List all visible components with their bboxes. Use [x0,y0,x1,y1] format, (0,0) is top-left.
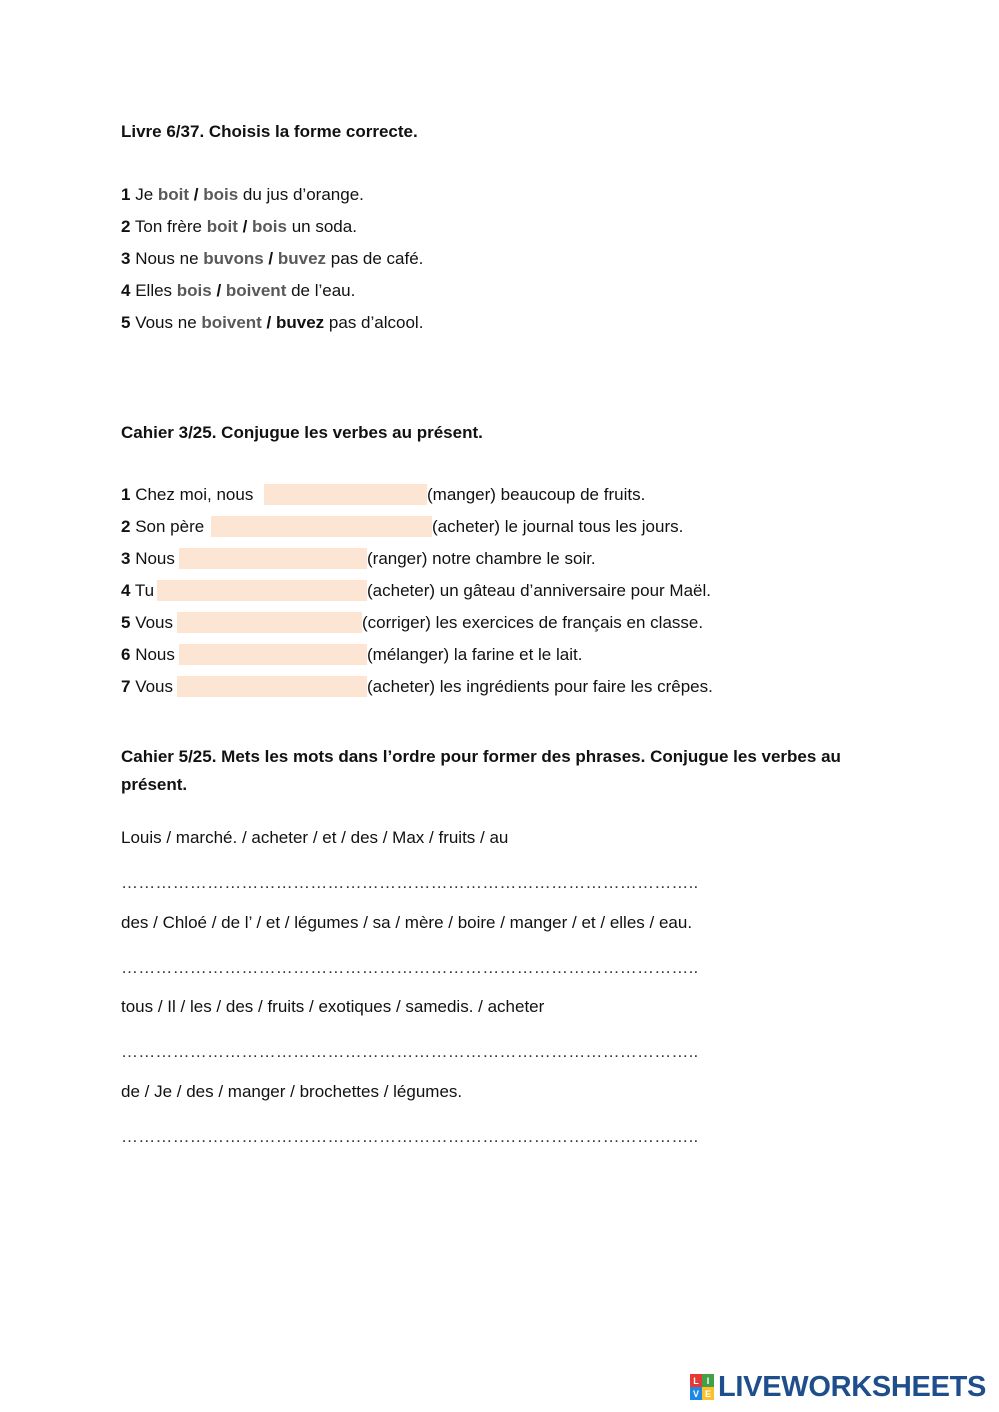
item-number: 2 [121,217,131,236]
item-suffix: (ranger) notre chambre le soir. [367,549,596,568]
choice-item-2 [121,217,357,237]
choice-separator: / [261,313,276,332]
choice-option-1[interactable]: boit [157,185,190,204]
answer-line-2[interactable]: ……………………………………………………………………………………….. [121,958,699,977]
item-number: 4 [121,581,131,600]
item-prefix: Nous [135,549,175,568]
section2-title: Cahier 3/25. Conjugue les verbes au présent. [121,423,483,442]
choice-option-2[interactable]: bois [203,185,239,204]
fill-item-4-prefix [121,581,154,601]
item-prefix: Vous [135,677,174,696]
item-suffix: (acheter) un gâteau d’anniversaire pour Maël. [367,581,711,600]
answer-input-4[interactable] [157,580,367,601]
choice-option-1[interactable]: bois [176,281,212,300]
choice-option-2[interactable]: boivent [225,281,287,300]
choice-option-1[interactable]: boit [206,217,238,236]
item-prefix: Tu [134,581,155,600]
answer-input-1[interactable] [264,484,427,505]
item-suffix: un soda. [286,217,357,236]
choice-option-2[interactable]: buvez [277,249,327,268]
fill-item-5-prefix [121,613,173,633]
item-number: 5 [121,313,131,332]
section3-title: Cahier 5/25. Mets les mots dans l’ordre pour former des phrases. Conjugue les verbes au présent. [121,747,841,794]
answer-input-6[interactable] [179,644,367,665]
item-number: 5 [121,613,131,632]
item-prefix: Elles [135,281,177,300]
answer-input-2[interactable] [211,516,432,537]
item-number: 3 [121,549,131,568]
logo-mark-letter: E [702,1387,714,1400]
choice-option-1[interactable]: boivent [201,313,262,332]
answer-line-3[interactable]: ……………………………………………………………………………………….. [121,1042,699,1061]
choice-separator: / [237,217,253,236]
item-prefix: Ton frère [134,217,207,236]
item-prefix: Nous ne [135,249,204,268]
choice-item-3 [121,249,423,269]
logo-mark-letter: L [690,1374,702,1387]
logo-mark-letter: V [690,1387,702,1400]
fill-item-2-prefix [121,517,204,537]
item-number: 6 [121,645,131,664]
item-suffix: (manger) beaucoup de fruits. [427,485,646,504]
item-prefix: Chez moi, nous [135,485,254,504]
item-prefix: Vous ne [135,313,202,332]
item-number: 2 [121,517,131,536]
item-prefix: Son père [135,517,205,536]
item-number: 4 [121,281,131,300]
choice-item-1 [121,185,364,205]
choice-separator: / [263,249,278,268]
choice-item-5 [121,313,423,333]
item-prefix: Vous [135,613,174,632]
liveworksheets-logo [690,1372,986,1402]
item-number: 1 [121,185,131,204]
answer-input-3[interactable] [179,548,367,569]
fill-item-6-prefix [121,645,175,665]
word-order-prompt-4: de / Je / des / manger / brochettes / légumes. [121,1082,463,1101]
item-suffix: (corriger) les exercices de français en classe. [362,613,704,632]
logo-mark-icon [690,1374,714,1400]
choice-option-2[interactable]: bois [252,217,287,236]
answer-line-1[interactable]: ……………………………………………………………………………………….. [121,873,699,892]
logo-text: LIVEWORKSHEETS [718,1370,987,1403]
choice-separator: / [189,185,204,204]
item-prefix: Nous [135,645,175,664]
fill-item-3-prefix [121,549,175,569]
section1-title: Livre 6/37. Choisis la forme correcte. [121,122,418,141]
item-prefix: Je [135,185,158,204]
item-suffix: pas de café. [326,249,424,268]
answer-input-7[interactable] [177,676,367,697]
item-suffix: (acheter) le journal tous les jours. [432,517,684,536]
word-order-prompt-1: Louis / marché. / acheter / et / des / Max / fruits / au [121,828,509,847]
choice-option-2[interactable]: buvez [276,313,325,332]
item-suffix: pas d’alcool. [324,313,424,332]
item-suffix: du jus d’orange. [238,185,364,204]
item-suffix: (acheter) les ingrédients pour faire les crêpes. [367,677,713,696]
choice-item-4 [121,281,355,301]
choice-option-1[interactable]: buvons [203,249,264,268]
item-suffix: (mélanger) la farine et le lait. [367,645,583,664]
item-number: 1 [121,485,131,504]
answer-input-5[interactable] [177,612,362,633]
choice-separator: / [211,281,226,300]
fill-item-7-prefix [121,677,173,697]
answer-line-4[interactable]: ……………………………………………………………………………………….. [121,1127,699,1146]
word-order-prompt-2: des / Chloé / de l’ / et / légumes / sa / mère / boire / manger / et / elles / eau. [121,913,693,932]
word-order-prompt-3: tous / Il / les / des / fruits / exotiques / samedis. / acheter [121,997,545,1016]
item-number: 7 [121,677,131,696]
logo-mark-letter: I [702,1374,714,1387]
item-number: 3 [121,249,131,268]
fill-item-1-prefix [121,485,253,505]
item-suffix: de l’eau. [286,281,356,300]
